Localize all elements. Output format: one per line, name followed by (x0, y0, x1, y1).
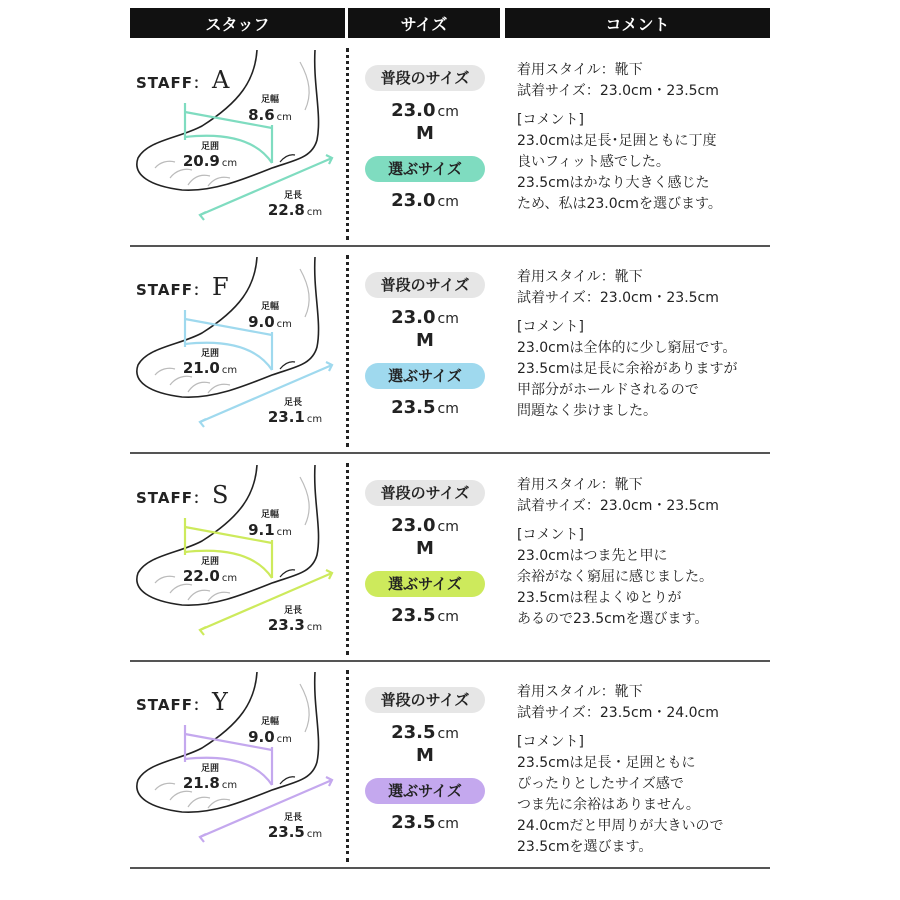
wear-style: 着用スタイル：靴下 (517, 62, 643, 78)
staff-name: STAFF： Y (136, 688, 229, 716)
usual-size-value: 23.5 cm (391, 722, 459, 743)
usual-size-badge: 普段のサイズ (365, 687, 485, 713)
comment-line: 23.5cmは足長に余裕がありますが (517, 361, 738, 377)
chosen-size-value: 23.5 cm (391, 605, 459, 626)
comment-block (517, 60, 777, 215)
comment-line: 23.5cmは程よくゆとりが (517, 590, 682, 606)
tried-sizes: 試着サイズ：23.0cm・23.5cm (517, 83, 719, 99)
chosen-size-badge: 選ぶサイズ (365, 571, 485, 597)
staff-row-f (130, 247, 770, 454)
foot-length-label: 足長 (283, 191, 302, 201)
comment-line: 問題なく歩けました。 (517, 403, 657, 419)
foot-girth-label: 足囲 (200, 557, 219, 567)
usual-size-letter: M (416, 123, 434, 144)
usual-size-letter: M (416, 538, 434, 559)
usual-size-badge: 普段のサイズ (365, 480, 485, 506)
foot-length-value: 23.5 cm (267, 823, 323, 841)
comment-line: 23.5cmは足長・足囲ともに (517, 755, 696, 771)
foot-width-value: 9.0 cm (248, 313, 292, 331)
foot-girth-label: 足囲 (200, 349, 219, 359)
foot-length-value: 22.8 cm (267, 201, 323, 219)
foot-width-value: 9.0 cm (248, 728, 292, 746)
comment-line: つま先に余裕はありません。 (517, 797, 700, 813)
foot-width-label: 足幅 (260, 302, 279, 312)
header-comment: コメント (505, 8, 770, 38)
comment-line: 甲部分がホールドされるので (517, 382, 699, 398)
foot-length-label: 足長 (283, 398, 302, 408)
comment-line: 余裕がなく窮屈に感じました。 (517, 569, 713, 585)
chosen-size-value: 23.5 cm (391, 397, 459, 418)
header-size: サイズ (348, 8, 500, 38)
usual-size-value: 23.0 cm (391, 100, 459, 121)
staff-row-y (130, 662, 770, 869)
usual-size-value: 23.0 cm (391, 515, 459, 536)
wear-style: 着用スタイル：靴下 (517, 269, 643, 285)
staff-name: STAFF： S (136, 481, 230, 509)
foot-width-value: 9.1 cm (248, 521, 292, 539)
foot-width-label: 足幅 (260, 717, 279, 727)
foot-girth-value: 21.8 cm (182, 774, 238, 792)
staff-row-s (130, 455, 770, 662)
usual-size-value: 23.0 cm (391, 307, 459, 328)
column-divider (346, 670, 349, 862)
usual-size-letter: M (416, 330, 434, 351)
chosen-size-value: 23.5 cm (391, 812, 459, 833)
usual-size-letter: M (416, 745, 434, 766)
comment-heading: [コメント] (517, 527, 584, 543)
foot-length-label: 足長 (283, 606, 302, 616)
comment-line: 良いフィット感でした。 (517, 154, 670, 170)
usual-size-badge: 普段のサイズ (365, 65, 485, 91)
staff-row-a (130, 40, 770, 247)
comment-heading: [コメント] (517, 734, 584, 750)
wear-style: 着用スタイル：靴下 (517, 477, 643, 493)
foot-girth-value: 22.0 cm (182, 567, 238, 585)
comment-line: 23.0cmは足長･足囲ともに丁度 (517, 133, 717, 149)
foot-girth-value: 20.9 cm (182, 152, 238, 170)
foot-length-value: 23.3 cm (267, 616, 323, 634)
header-staff: スタッフ (130, 8, 345, 38)
column-divider (346, 48, 349, 240)
chosen-size-badge: 選ぶサイズ (365, 778, 485, 804)
foot-width-label: 足幅 (260, 95, 279, 105)
wear-style: 着用スタイル：靴下 (517, 684, 643, 700)
comment-line: 23.0cmはつま先と甲に (517, 548, 668, 564)
comment-line: 23.5cmを選びます。 (517, 839, 653, 855)
tried-sizes: 試着サイズ：23.0cm・23.5cm (517, 498, 719, 514)
chosen-size-badge: 選ぶサイズ (365, 363, 485, 389)
comment-heading: [コメント] (517, 112, 584, 128)
foot-girth-value: 21.0 cm (182, 359, 238, 377)
foot-length-label: 足長 (283, 813, 302, 823)
column-divider (346, 255, 349, 447)
comment-line: ため、私は23.0cmを選びます。 (517, 196, 722, 212)
tried-sizes: 試着サイズ：23.0cm・23.5cm (517, 290, 719, 306)
comment-heading: [コメント] (517, 319, 584, 335)
foot-width-value: 8.6 cm (248, 106, 292, 124)
column-divider (346, 463, 349, 655)
chosen-size-value: 23.0 cm (391, 190, 459, 211)
foot-width-label: 足幅 (260, 510, 279, 520)
comment-block (517, 475, 777, 630)
staff-name: STAFF： F (136, 273, 230, 301)
comment-line: 23.5cmはかなり大きく感じた (517, 175, 710, 191)
foot-girth-label: 足囲 (200, 764, 219, 774)
tried-sizes: 試着サイズ：23.5cm・24.0cm (517, 705, 719, 721)
comment-line: 23.0cmは全体的に少し窮屈です。 (517, 340, 737, 356)
foot-length-value: 23.1 cm (267, 408, 323, 426)
staff-name: STAFF： A (136, 66, 231, 94)
comment-line: あるので23.5cmを選びます。 (517, 611, 709, 627)
comment-line: 24.0cmだと甲周りが大きいので (517, 818, 724, 834)
foot-girth-label: 足囲 (200, 142, 219, 152)
comment-block (517, 682, 777, 858)
comment-block (517, 267, 777, 422)
chosen-size-badge: 選ぶサイズ (365, 156, 485, 182)
usual-size-badge: 普段のサイズ (365, 272, 485, 298)
comment-line: ぴったりとしたサイズ感で (517, 776, 684, 792)
